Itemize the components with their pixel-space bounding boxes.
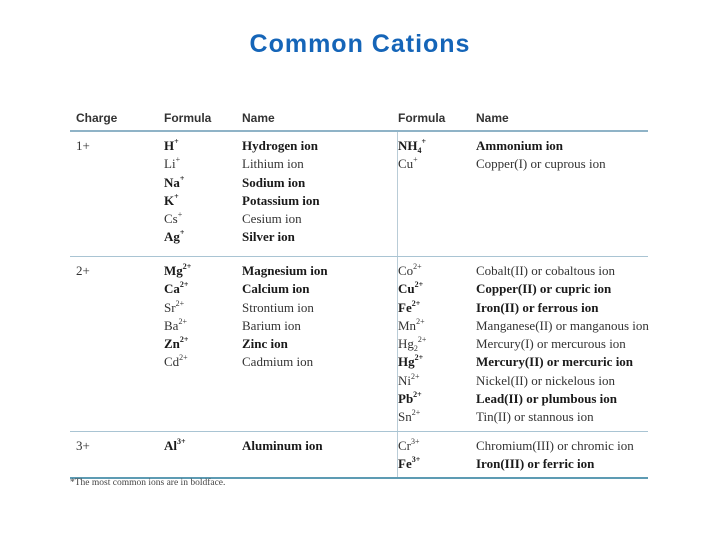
element-symbol: Cu: [398, 281, 415, 297]
name-col-right: [476, 262, 649, 427]
ion-name: Zinc ion: [242, 336, 288, 352]
ion-formula: [398, 262, 426, 280]
element-symbol: Ni: [398, 372, 411, 388]
ion-name: Barium ion: [242, 317, 301, 333]
group-1plus: [70, 132, 648, 257]
element-symbol: Ba: [164, 317, 179, 333]
element-symbol: Ca: [164, 281, 180, 297]
element-symbol: Pb: [398, 391, 414, 407]
ion-formula: [164, 299, 191, 317]
ion-name: Sodium ion: [242, 174, 306, 190]
subscript: 4: [417, 146, 422, 155]
ion-formula: [164, 155, 184, 173]
name-col-left: [242, 262, 328, 372]
ion-formula: [164, 174, 184, 192]
ion-name: Manganese(II) or manganous ion: [476, 317, 649, 333]
charge-superscript: +: [179, 173, 185, 183]
ion-formula: [164, 262, 191, 280]
element-symbol: Hg: [398, 354, 415, 370]
ion-name: Aluminum ion: [242, 438, 323, 453]
ion-name: Copper(I) or cuprous ion: [476, 156, 606, 172]
group-3plus: [70, 432, 648, 479]
ion-formula: [398, 408, 426, 426]
name-col-left: [242, 137, 320, 247]
charge-superscript: 2+: [179, 353, 188, 363]
ion-name: Mercury(I) or mercurous ion: [476, 336, 626, 352]
ion-formula: [164, 137, 184, 155]
formula-col-left: [164, 262, 191, 372]
ion-formula: [164, 353, 191, 371]
ion-name: Ammonium ion: [476, 138, 564, 153]
element-symbol: H: [164, 138, 175, 153]
element-symbol: Na: [164, 174, 180, 190]
ion-name: Cadmium ion: [242, 354, 314, 370]
formula-col-right: [398, 137, 426, 174]
element-symbol: Sn: [398, 409, 412, 425]
ion-name: Cobalt(II) or cobaltous ion: [476, 263, 615, 278]
element-symbol: Li: [164, 156, 176, 172]
element-symbol: Fe: [398, 456, 412, 472]
ion-name: Hydrogen ion: [242, 138, 318, 153]
charge-superscript: 2+: [413, 262, 422, 271]
element-symbol: Co: [398, 263, 414, 278]
ion-formula: [398, 137, 426, 155]
charge-superscript: 2+: [175, 298, 185, 308]
element-symbol: Cs: [164, 211, 178, 227]
charge-superscript: 3+: [177, 437, 186, 446]
formula-col-left: [164, 137, 184, 247]
ion-formula: [164, 192, 184, 210]
name-col-right: [476, 437, 634, 474]
subscript: 2: [413, 344, 418, 354]
ion-name: Mercury(II) or mercuric ion: [476, 354, 634, 370]
ion-name: Tin(II) or stannous ion: [476, 409, 594, 425]
ion-formula: [398, 317, 426, 335]
charge-superscript: +: [174, 191, 179, 201]
charge-superscript: 2+: [413, 390, 422, 400]
element-symbol: Ag: [164, 229, 180, 245]
charge-label: 3+: [76, 438, 90, 453]
ion-formula: [164, 210, 184, 228]
charge-superscript: +: [179, 228, 185, 238]
element-symbol: Zn: [164, 336, 180, 352]
ion-formula: [398, 299, 426, 317]
ion-name: Chromium(III) or chromic ion: [476, 438, 634, 453]
formula-col-left: [164, 437, 186, 455]
charge-superscript: 2+: [178, 316, 187, 326]
charge-superscript: 3+: [411, 455, 421, 465]
page-title: Common Cations: [249, 30, 471, 58]
element-symbol: Mn: [398, 317, 417, 333]
cations-table: [70, 108, 648, 479]
charge-superscript: 2+: [416, 316, 425, 326]
element-symbol: Cd: [164, 354, 180, 370]
charge-superscript: +: [413, 155, 418, 165]
ion-formula: [164, 437, 186, 455]
ion-formula: [398, 353, 426, 371]
charge-superscript: +: [174, 137, 179, 146]
ion-formula: [398, 437, 420, 455]
ion-name: Lead(II) or plumbous ion: [476, 391, 617, 407]
charge-superscript: 2+: [411, 408, 421, 418]
element-symbol: Sr: [164, 299, 176, 315]
element-symbol: Fe: [398, 299, 412, 315]
charge-superscript: +: [175, 155, 181, 165]
ion-name: Calcium ion: [242, 281, 310, 297]
header-name-right: Name: [476, 111, 509, 125]
ion-formula: [164, 280, 191, 298]
charge-superscript: 2+: [417, 335, 427, 345]
charge-superscript: 2+: [179, 335, 189, 345]
ion-name: Iron(III) or ferric ion: [476, 456, 595, 472]
ion-name: Magnesium ion: [242, 263, 328, 278]
ion-name: Potassium ion: [242, 192, 320, 208]
formula-col-right: [398, 262, 426, 427]
element-symbol: Hg: [398, 336, 414, 352]
header-name-left: Name: [242, 111, 275, 125]
ion-name: Nickel(II) or nickelous ion: [476, 372, 615, 388]
ion-formula: [398, 155, 426, 173]
ion-name: Silver ion: [242, 229, 295, 245]
ion-name: Copper(II) or cupric ion: [476, 281, 612, 297]
formula-col-right: [398, 437, 420, 474]
name-col-left: [242, 437, 323, 455]
group-2plus: [70, 257, 648, 432]
ion-formula: [398, 455, 420, 473]
charge-superscript: 2+: [411, 298, 421, 308]
charge-label: 1+: [76, 138, 90, 153]
charge-superscript: +: [177, 210, 183, 220]
header-charge: Charge: [76, 111, 118, 125]
element-symbol: NH: [398, 138, 418, 153]
charge-superscript: 2+: [414, 353, 424, 363]
header-formula-left: Formula: [164, 111, 212, 125]
ion-name: Cesium ion: [242, 211, 302, 227]
ion-formula: [164, 228, 184, 246]
ion-formula: [398, 280, 426, 298]
header-formula-right: Formula: [398, 111, 446, 125]
ion-formula: [398, 390, 426, 408]
ion-formula: [164, 335, 191, 353]
element-symbol: K: [164, 192, 175, 208]
charge-label: 2+: [76, 263, 90, 278]
charge-superscript: 2+: [179, 280, 189, 290]
ion-formula: [164, 317, 191, 335]
charge-superscript: +: [421, 137, 427, 146]
footnote: *The most common ions are in boldface.: [70, 478, 226, 488]
name-col-right: [476, 137, 606, 174]
element-symbol: Mg: [164, 263, 183, 278]
ion-name: Strontium ion: [242, 299, 314, 315]
ion-name: Iron(II) or ferrous ion: [476, 299, 599, 315]
charge-superscript: 2+: [414, 280, 424, 290]
table-header: [70, 108, 648, 132]
charge-superscript: 2+: [182, 262, 192, 271]
element-symbol: Cu: [398, 156, 414, 172]
charge-superscript: 2+: [411, 371, 420, 381]
charge-superscript: 3+: [411, 437, 420, 446]
ion-name: Lithium ion: [242, 156, 304, 172]
ion-formula: [398, 335, 426, 353]
element-symbol: Al: [164, 438, 177, 453]
ion-formula: [398, 372, 426, 390]
element-symbol: Cr: [398, 438, 411, 453]
